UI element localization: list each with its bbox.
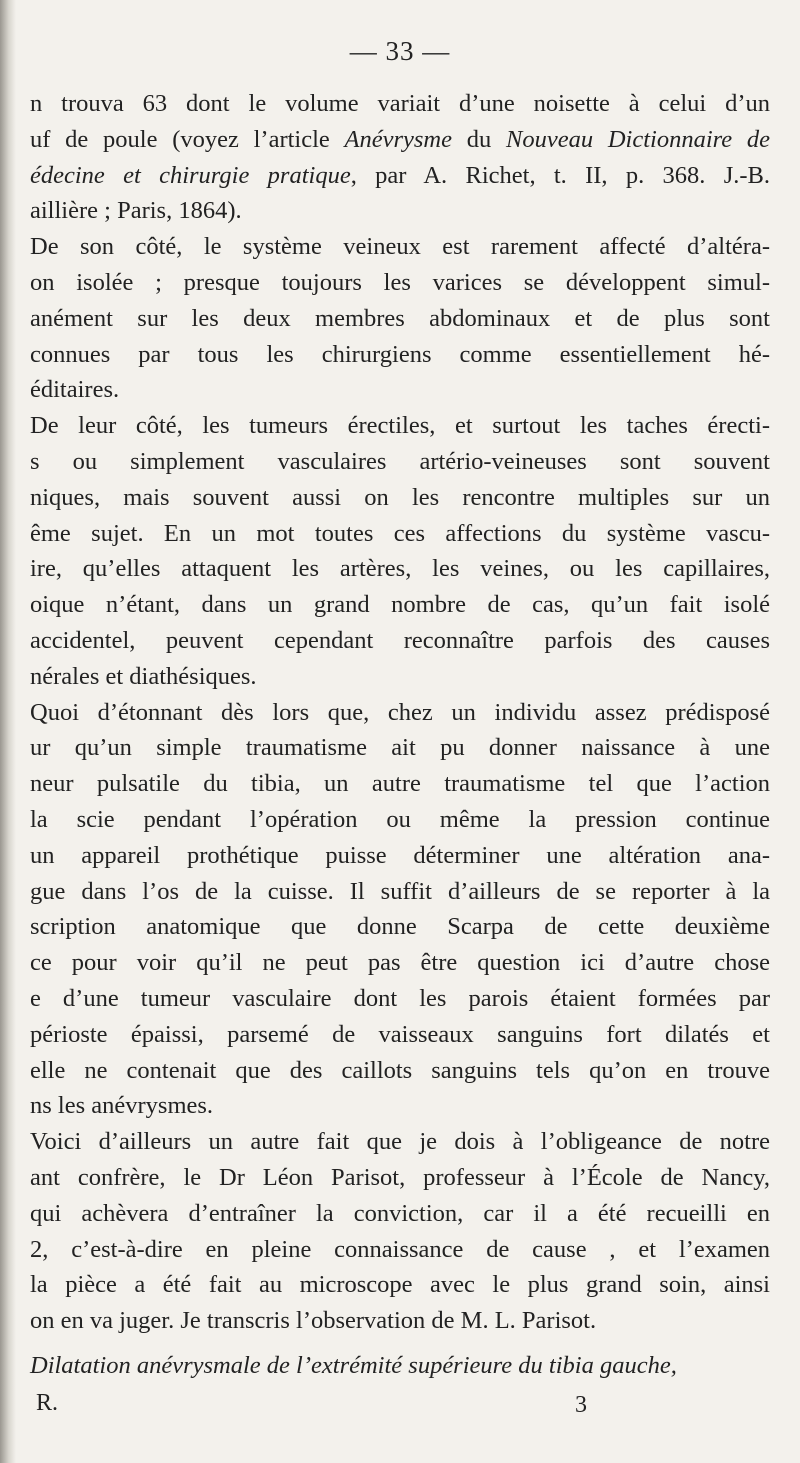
- text-line: Voici d’ailleurs un autre fait que je dois à l’obligeance de notre: [30, 1128, 770, 1156]
- text-line: aillière ; Paris, 1864).: [30, 197, 242, 225]
- text-line: scription anatomique que donne Scarpa de cette deuxième: [30, 913, 770, 941]
- text-line: ce pour voir qu’il ne peut pas être question ici d’autre chose: [30, 949, 770, 977]
- text-line: [30, 122, 770, 158]
- text-line: niques, mais souvent aussi on les rencontre multiples sur un: [30, 483, 770, 511]
- text-span: uf de poule (voyez l’article: [30, 125, 345, 153]
- sheet-signature-number: 3: [575, 1392, 587, 1418]
- italic-span: édecine et chirurgie pratique: [30, 161, 351, 189]
- text-line: nérales et diathésiques.: [30, 662, 257, 690]
- signature-initial: R.: [36, 1390, 59, 1416]
- text-line: n trouva 63 dont le volume variait d’une noisette à celui d’un: [30, 90, 770, 117]
- text-span: , par A. Richet, t. II, p. 368. J.-B.: [350, 161, 770, 189]
- text-line: on isolée ; presque toujours les varices se développent simul-: [30, 268, 770, 296]
- observation-title: Dilatation anévrysmale de l’extrémité supérieure du tibia gauche,: [30, 1352, 677, 1379]
- text-line: qui achèvera d’entraîner la conviction, car il a été recueilli en: [30, 1199, 770, 1227]
- text-line: ns les anévrysmes.: [30, 1092, 214, 1120]
- text-line: périoste épaissi, parsemé de vaisseaux sanguins fort dilatés et: [30, 1020, 770, 1048]
- text-line: ur qu’un simple traumatisme ait pu donner naissance à une: [30, 734, 770, 762]
- text-line: un appareil prothétique puisse déterminer une altération ana-: [30, 841, 770, 869]
- text-line: la scie pendant l’opération ou même la pression continue: [30, 805, 770, 833]
- text-line: e d’une tumeur vasculaire dont les parois étaient formées par: [30, 984, 770, 1012]
- text-line: connues par tous les chirurgiens comme essentiellement hé-: [30, 340, 770, 368]
- text-line: ême sujet. En un mot toutes ces affections du système vascu-: [30, 519, 770, 547]
- text-line: neur pulsatile du tibia, un autre traumatisme tel que l’action: [30, 770, 770, 798]
- text-line: Quoi d’étonnant dès lors que, chez un individu assez prédisposé: [30, 698, 770, 726]
- italic-span: Nouveau Dictionnaire de: [506, 125, 770, 153]
- text-line: s ou simplement vasculaires artério-veineuses sont souvent: [30, 447, 770, 475]
- text-span: du: [452, 125, 506, 153]
- text-line: oique n’étant, dans un grand nombre de cas, qu’un fait isolé: [30, 591, 770, 619]
- text-line: gue dans l’os de la cuisse. Il suffit d’ailleurs de se reporter à la: [30, 877, 770, 905]
- page-binding-shadow: [0, 0, 16, 1463]
- text-line: ant confrère, le Dr Léon Parisot, professeur à l’École de Nancy,: [30, 1163, 770, 1191]
- text-line: éditaires.: [30, 376, 120, 404]
- text-line: De leur côté, les tumeurs érectiles, et surtout les taches érecti-: [30, 412, 770, 440]
- text-line: De son côté, le système veineux est rarement affecté d’altéra-: [30, 233, 770, 261]
- text-line: la pièce a été fait au microscope avec le plus grand soin, ainsi: [30, 1271, 770, 1299]
- text-line: accidentel, peuvent cependant reconnaître parfois des causes: [30, 626, 770, 654]
- text-line: on en va juger. Je transcris l’observation de M. L. Parisot.: [30, 1307, 597, 1335]
- italic-span: Anévrysme: [344, 125, 452, 153]
- body-text: [30, 86, 770, 1339]
- page-number: — 33 —: [349, 36, 451, 66]
- text-line: [30, 158, 770, 194]
- text-line: anément sur les deux membres abdominaux et de plus sont: [30, 304, 770, 332]
- text-line: elle ne contenait que des caillots sanguins tels qu’on en trouve: [30, 1056, 770, 1084]
- text-line: 2, c’est-à-dire en pleine connaissance de cause , et l’examen: [30, 1235, 770, 1263]
- text-line: ire, qu’elles attaquent les artères, les veines, ou les capillaires,: [30, 555, 770, 583]
